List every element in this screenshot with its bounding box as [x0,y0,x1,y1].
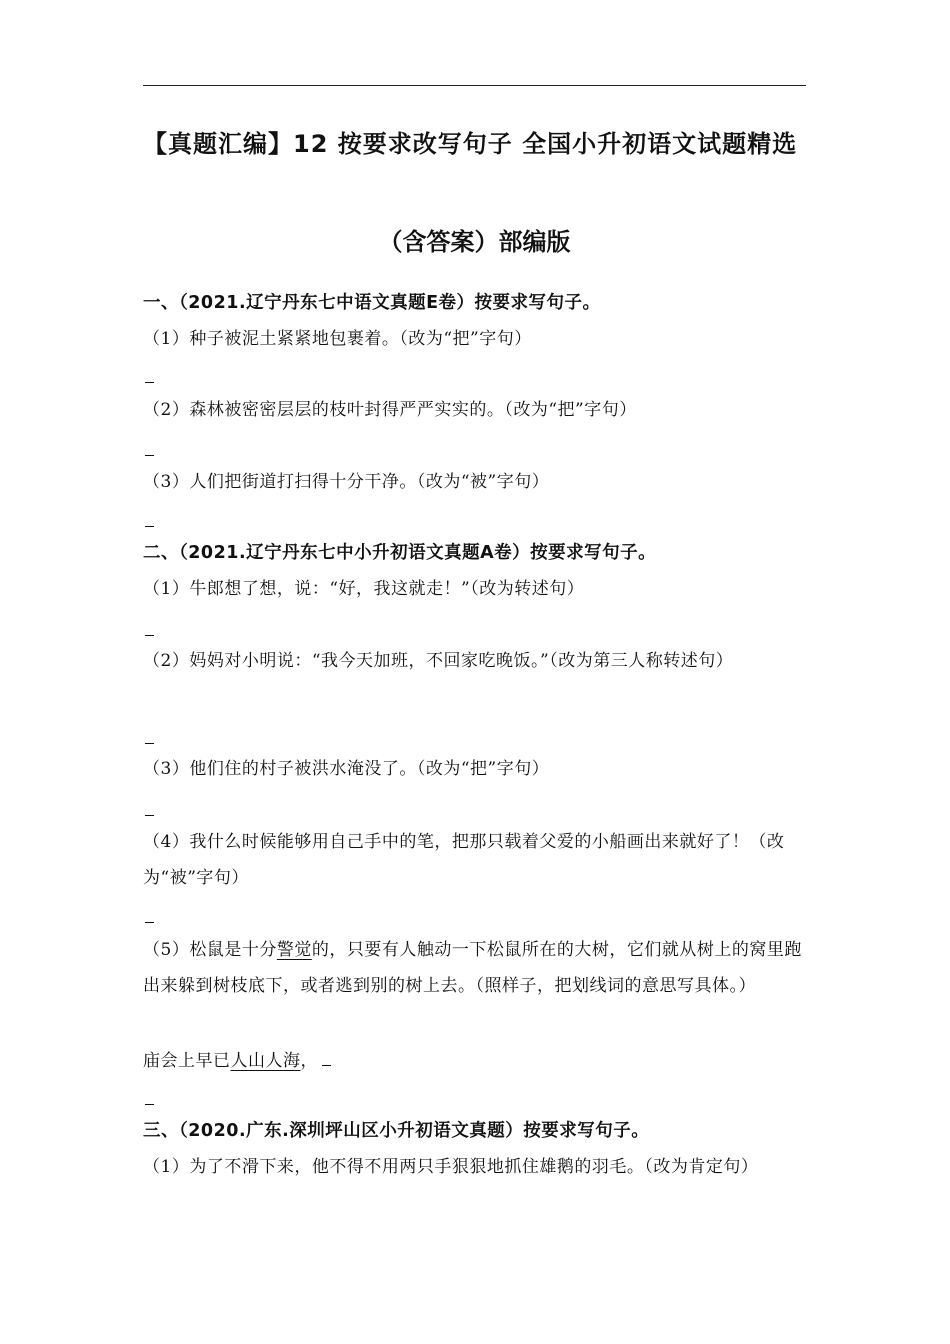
section-2-item-5 [143,932,808,1004]
answer-blank [145,815,154,816]
item-5-text-end: 的，只要有人触动一下松鼠所在的大树，它们就从树上的窝里跑出来躲到树枝底下，或者逃到别的树上去。（照样子，把划线词的意思写具体。） [143,940,802,996]
example-text-start: 庙会上早已 [143,1051,231,1071]
answer-blank [145,635,154,636]
document-subtitle: （含答案）部编版 [378,228,571,256]
section-2-item-1: （1）牛郎想了想，说：“好，我这就走！”（改为转述句） [143,579,585,599]
example-underlined-phrase: 人山人海 [230,1051,301,1071]
section-2-item-4: （4）我什么时候能够用自己手中的笔，把那只载着父爱的小船画出来就好了！（改为“被”字句） [143,832,785,888]
answer-blank [145,1104,154,1105]
example-text-end: ， [300,1051,318,1071]
section-2-item-2: （2）妈妈对小明说：“我今天加班，不回家吃晚饭。”（改为第三人称转述句） [143,651,734,671]
section-2-heading: 二、（2021.辽宁丹东七中小升初语文真题A卷）按要求写句子。 [143,543,657,563]
item-5-text-start: （5）松鼠是十分 [143,940,277,960]
section-2-item-3: （3）他们住的村子被洪水淹没了。（改为“把”字句） [143,759,550,779]
answer-blank [145,382,154,383]
section-3-heading: 三、（2020.广东.深圳坪山区小升初语文真题）按要求写句子。 [143,1121,650,1141]
section-3-item-1: （1）为了不滑下来，他不得不用两只手狠狠地抓住雄鹅的羽毛。（改为肯定句） [143,1157,759,1177]
document-title: 【真题汇编】12 按要求改写句子 全国小升初语文试题精选 [143,130,798,158]
answer-blank [145,526,154,527]
section-1-item-3: （3）人们把街道打扫得十分干净。（改为“被”字句） [143,472,550,492]
answer-blank [322,1047,331,1066]
section-1-item-1: （1）种子被泥土紧紧地包裹着。（改为“把”字句） [143,329,532,349]
example-sentence [143,1043,808,1079]
answer-blank [145,743,154,744]
section-1-item-2: （2）森林被密密层层的枝叶封得严严实实的。（改为“把”字句） [143,400,637,420]
underlined-word: 警觉 [276,940,312,960]
answer-blank [145,455,154,456]
header-rule [143,85,806,86]
section-1-heading: 一、（2021.辽宁丹东七中语文真题E卷）按要求写句子。 [143,293,601,313]
answer-blank [145,922,154,923]
